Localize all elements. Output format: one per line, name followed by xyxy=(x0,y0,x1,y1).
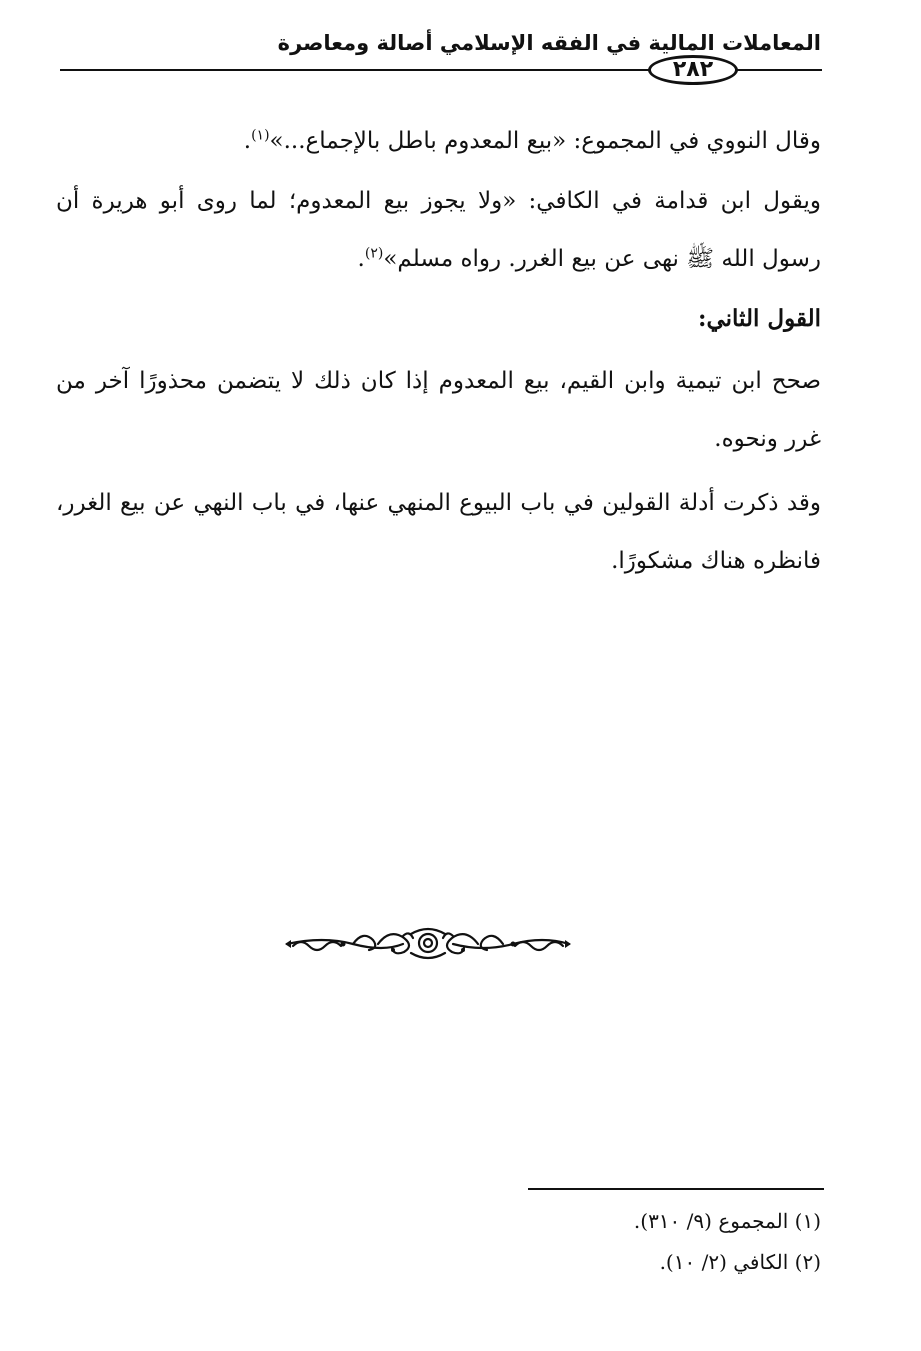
footnote-separator xyxy=(528,1188,824,1190)
paragraph-ibn-qudama-quote: ويقول ابن قدامة في الكافي: «ولا يجوز بيع المعدوم؛ لما روى أبو هريرة أن رسول الله ﷺ نهى عن بيع الغرر. رواه مسلم»$^{(٢)}$. xyxy=(56,188,821,272)
footnote-2: (٢) الكافي (٢/ ١٠). xyxy=(659,1250,821,1274)
ornament-divider-icon xyxy=(283,924,573,964)
section-heading: القول الثاني: xyxy=(697,305,821,332)
paragraph-text: ويقول ابن قدامة في الكافي: «ولا يجوز بيع المعدوم؛ لما روى أبو هريرة أن رسول الله ﷺ نهى عن بيع الغرر. رواه مسلم» xyxy=(56,188,821,272)
footnote-ref-1: (١) xyxy=(251,127,270,144)
running-title: المعاملات المالية في الفقه الإسلامي أصالة ومعاصرة xyxy=(277,31,821,55)
footnote-ref-2: (٢) xyxy=(364,245,384,262)
page-number: ٢٨٢ xyxy=(672,57,714,82)
page-number-badge xyxy=(648,55,738,85)
paragraph-cross-reference: وقد ذكرت أدلة القولين في باب البيوع المنهي عنها، في باب النهي عن بيع الغرر، فانظره هناك مشكورًا. xyxy=(56,490,821,574)
paragraph-text: وقال النووي في المجموع: «بيع المعدوم باطل بالإجماع...» xyxy=(269,128,821,154)
paragraph-nawawi-quote: وقال النووي في المجموع: «بيع المعدوم باطل بالإجماع...»$^{(١)}$. xyxy=(243,127,821,154)
footnote-1: (١) المجموع (٩/ ٣١٠). xyxy=(633,1209,821,1233)
paragraph-ibn-taymiyya: صحح ابن تيمية وابن القيم، بيع المعدوم إذا كان ذلك لا يتضمن محذورًا آخر من غرر ونحوه. xyxy=(56,368,821,452)
